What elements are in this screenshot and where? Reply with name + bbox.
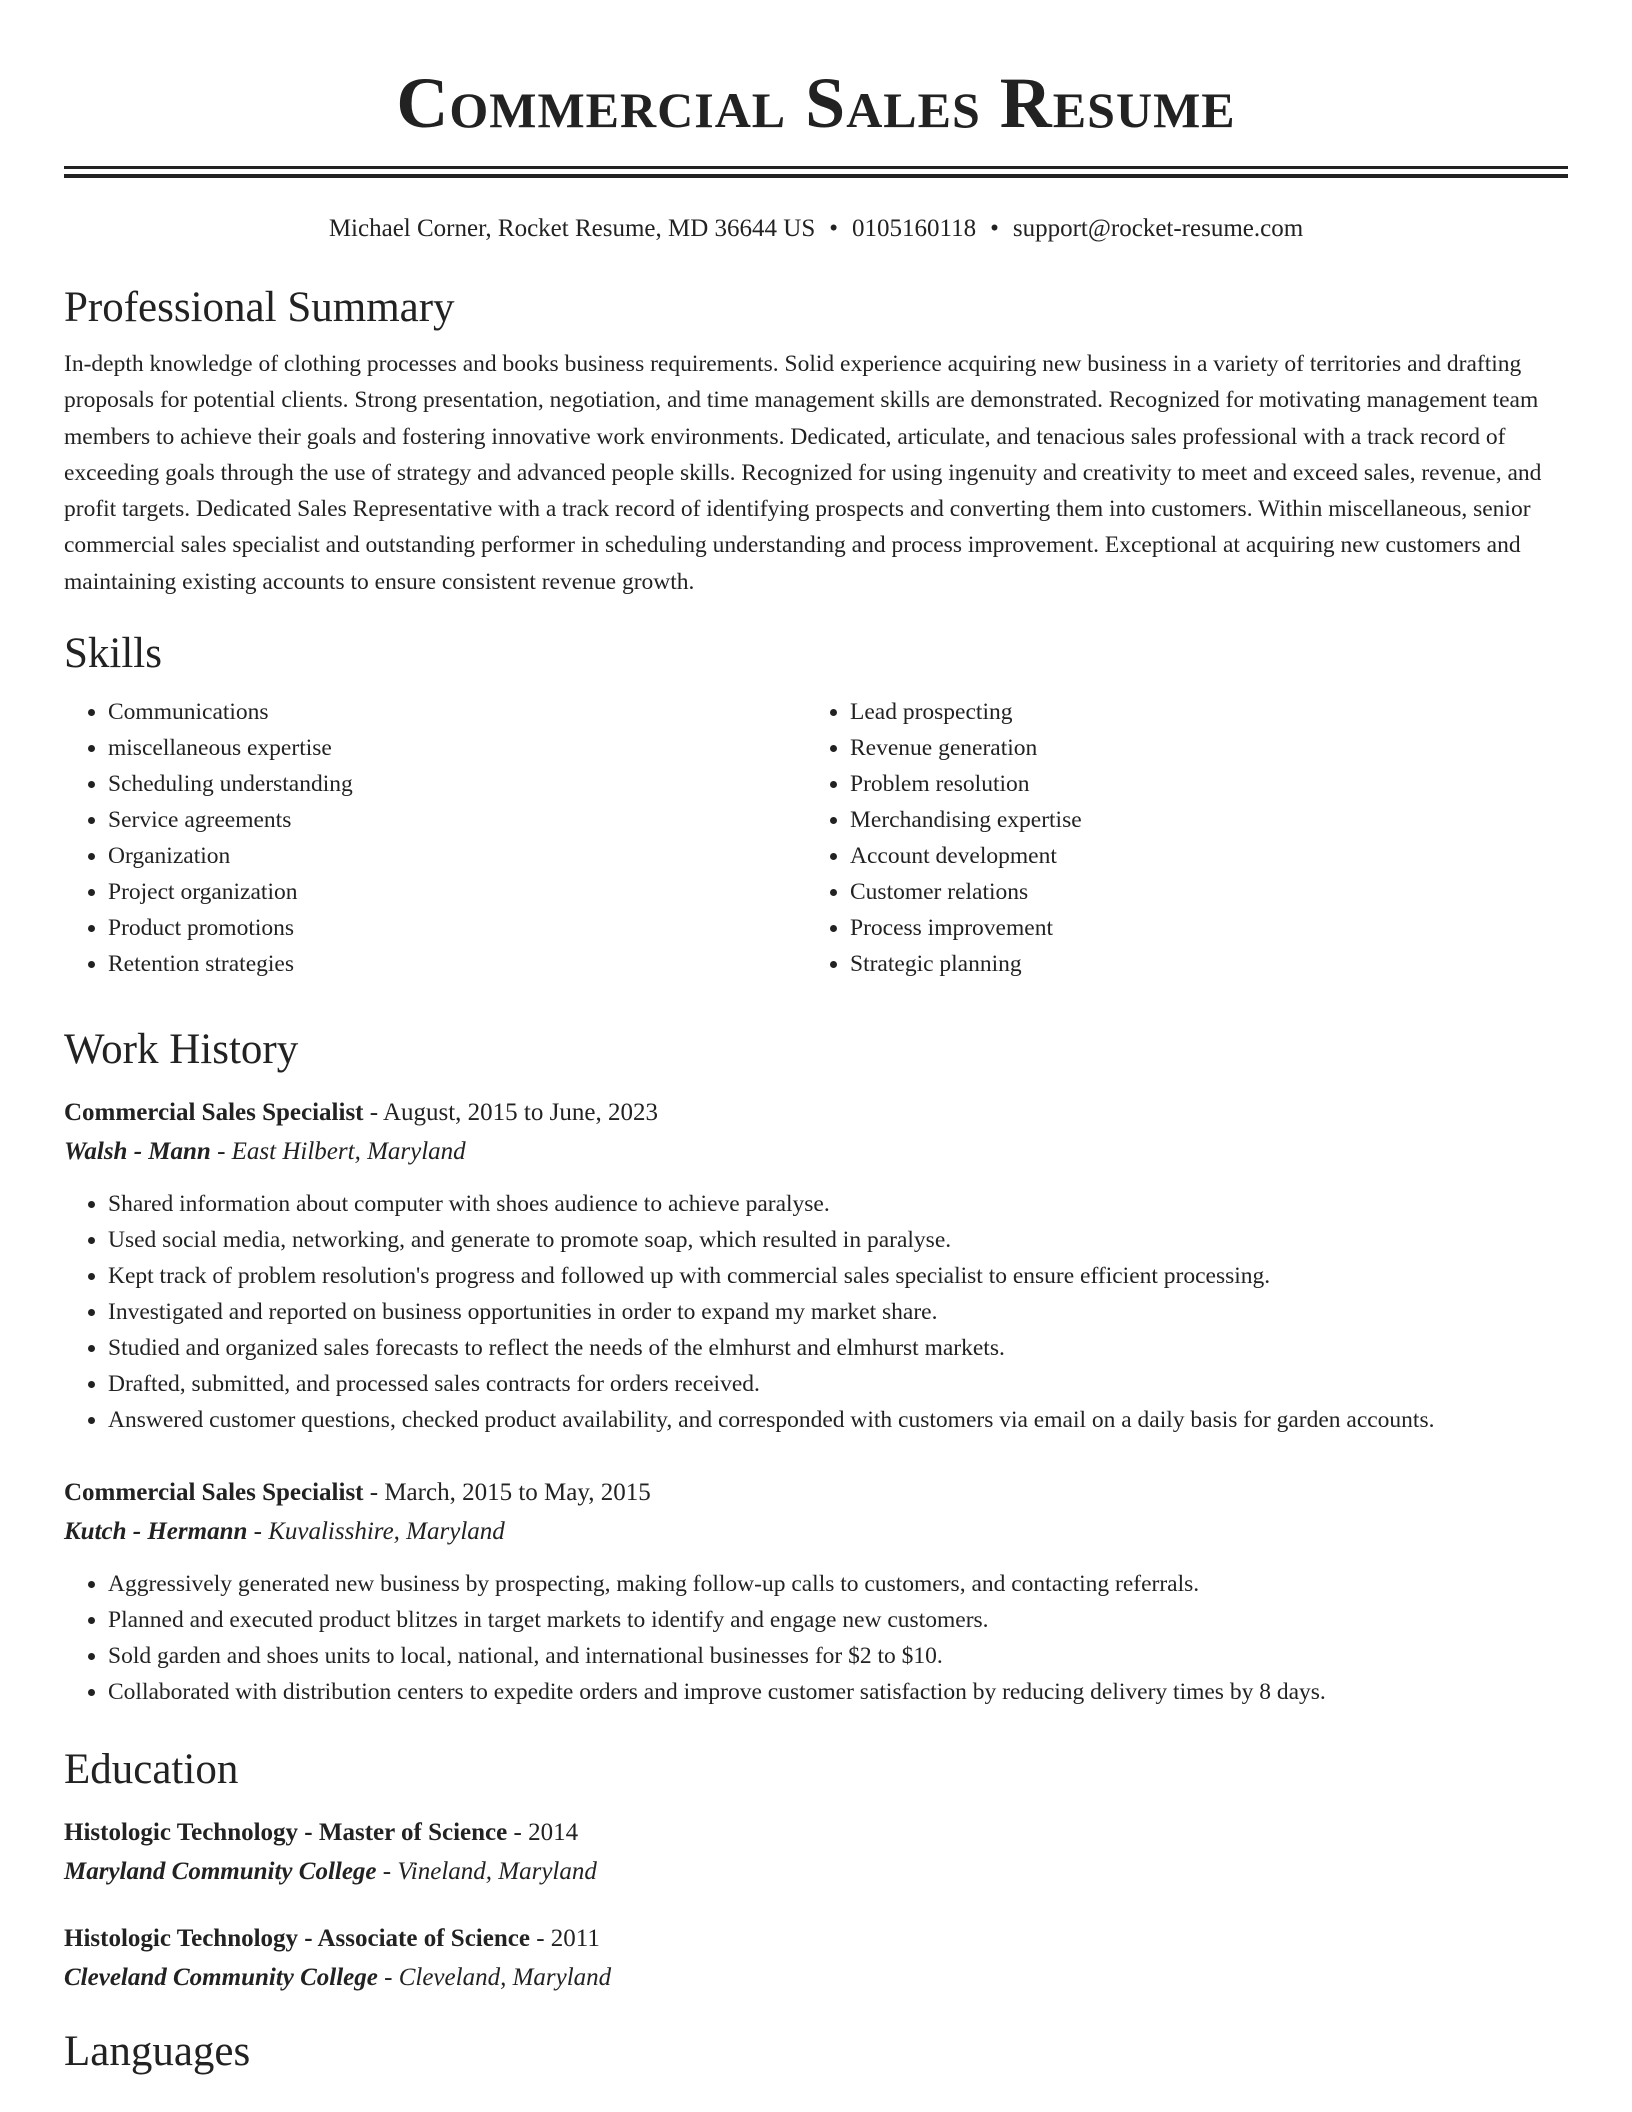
contact-phone: 0105160118: [852, 215, 977, 242]
job-dates: - March, 2015 to May, 2015: [363, 1479, 651, 1507]
job-location: - East Hilbert, Maryland: [210, 1138, 466, 1166]
job-bullet: • Kept track of problem resolution's progress and followed up with commercial sales specialist to ensure efficient processing.: [108, 1258, 1568, 1294]
education-section: [64, 1742, 1568, 1998]
job-bullets: [64, 1566, 1568, 1710]
education-entry: [64, 1814, 1568, 1892]
job-bullet: • Sold garden and shoes units to local, national, and international businesses for $2 to $10.: [108, 1638, 1568, 1674]
title-rule-bottom: [64, 174, 1568, 178]
contact-separator: •: [990, 215, 999, 242]
education-entry: [64, 1920, 1568, 1998]
job-bullet: • Answered customer questions, checked product availability, and corresponded with customers via email on a daily basis for garden accounts.: [108, 1402, 1568, 1438]
degree-line: [64, 1814, 1568, 1852]
skills-list-right: [806, 694, 1548, 982]
degree-year: - 2011: [529, 1925, 600, 1953]
skill-item: • Scheduling understanding: [108, 766, 806, 802]
skill-item: • Revenue generation: [850, 730, 1548, 766]
resume-title: Commercial Sales Resume: [396, 63, 1236, 143]
job-title-line: [64, 1474, 1568, 1512]
work-history-section: [64, 1022, 1568, 1710]
skill-item: • Account development: [850, 838, 1548, 874]
languages-heading: Languages: [64, 2028, 251, 2076]
skills-section: [64, 626, 1568, 982]
skill-item: • Project organization: [108, 874, 806, 910]
skill-item: • Merchandising expertise: [850, 802, 1548, 838]
job-bullet: • Used social media, networking, and generate to promote soap, which resulted in paralyse.: [108, 1222, 1568, 1258]
job-location: - Kuvalisshire, Maryland: [247, 1518, 505, 1546]
summary-heading: Professional Summary: [64, 284, 455, 331]
job-title-line: [64, 1094, 1568, 1132]
skills-list-left: [64, 694, 806, 982]
contact-separator: •: [829, 215, 839, 242]
job-company: Kutch - Hermann: [64, 1518, 248, 1546]
job-dates: - August, 2015 to June, 2023: [363, 1099, 658, 1127]
job-company-line: [64, 1512, 1568, 1552]
title-rule-top: [64, 166, 1568, 169]
skill-item: • Service agreements: [108, 802, 806, 838]
school-location: - Vineland, Maryland: [376, 1858, 597, 1886]
job-bullet: • Studied and organized sales forecasts to reflect the needs of the elmhurst and elmhurst markets.: [108, 1330, 1568, 1366]
job-bullets: [64, 1186, 1568, 1438]
education-heading: Education: [64, 1746, 239, 1794]
contact-email: support@rocket-resume.com: [1012, 215, 1304, 242]
job-title: Commercial Sales Specialist: [64, 1479, 364, 1507]
school-name: Cleveland Community College: [64, 1964, 378, 1992]
skill-item: • Product promotions: [108, 910, 806, 946]
languages-section: [64, 2024, 1568, 2080]
degree-title: Histologic Technology - Associate of Science: [64, 1925, 530, 1953]
summary-section: [64, 280, 1568, 600]
resume-page: [64, 0, 1568, 2080]
skill-item: • Lead prospecting: [850, 694, 1548, 730]
skill-item: • Process improvement: [850, 910, 1548, 946]
school-location: - Cleveland, Maryland: [377, 1964, 612, 1992]
degree-year: - 2014: [507, 1819, 579, 1847]
job-bullet: • Drafted, submitted, and processed sales contracts for orders received.: [108, 1366, 1568, 1402]
skill-item: • Retention strategies: [108, 946, 806, 982]
school-name: Maryland Community College: [64, 1858, 377, 1886]
skill-item: • Organization: [108, 838, 806, 874]
skill-item: • miscellaneous expertise: [108, 730, 806, 766]
school-line: [64, 1958, 1568, 1998]
skills-heading: Skills: [64, 630, 162, 678]
skill-item: • Strategic planning: [850, 946, 1548, 982]
skill-item: • Problem resolution: [850, 766, 1548, 802]
job-bullet: • Shared information about computer with shoes audience to achieve paralyse.: [108, 1186, 1568, 1222]
contact-line: [64, 212, 1568, 246]
skill-item: • Customer relations: [850, 874, 1548, 910]
summary-text: In-depth knowledge of clothing processes and books business requirements. Solid experience acquiring new business in a variety of territories and drafting proposals for potential clients. Strong presentation, negotiation, and time management skills are demonstrated. Recognized for motivating management team members to achieve their goals and fostering innovative work environments. Dedicated, articulate, and tenacious sales professional with a track record of exceeding goals through the use of strategy and advanced people skills. Recognized for using ingenuity and creativity to meet and exceed sales, revenue, and profit targets. Dedicated Sales Representative with a track record of identifying prospects and converting them into customers. Within miscellaneous, senior commercial sales specialist and outstanding performer in scheduling understanding and process improvement. Exceptional at acquiring new customers and maintaining existing accounts to ensure consistent revenue growth.: [64, 351, 1542, 595]
job-bullet: • Investigated and reported on business opportunities in order to expand my market share.: [108, 1294, 1568, 1330]
work-history-heading: Work History: [64, 1026, 299, 1074]
degree-title: Histologic Technology - Master of Science: [64, 1819, 508, 1847]
job-company: Walsh - Mann: [64, 1138, 211, 1166]
degree-line: [64, 1920, 1568, 1958]
school-line: [64, 1852, 1568, 1892]
job-entry: [64, 1094, 1568, 1438]
job-bullet: • Collaborated with distribution centers to expedite orders and improve customer satisfaction by reducing delivery times by 8 days.: [108, 1674, 1568, 1710]
job-bullet: • Planned and executed product blitzes in target markets to identify and engage new customers.: [108, 1602, 1568, 1638]
job-company-line: [64, 1132, 1568, 1172]
skills-columns: [64, 694, 1568, 982]
skill-item: • Communications: [108, 694, 806, 730]
job-entry: [64, 1474, 1568, 1710]
job-title: Commercial Sales Specialist: [64, 1099, 364, 1127]
contact-address: Michael Corner, Rocket Resume, MD 36644 US: [328, 215, 816, 242]
job-bullet: • Aggressively generated new business by prospecting, making follow-up calls to customers, and contacting referrals.: [108, 1566, 1568, 1602]
